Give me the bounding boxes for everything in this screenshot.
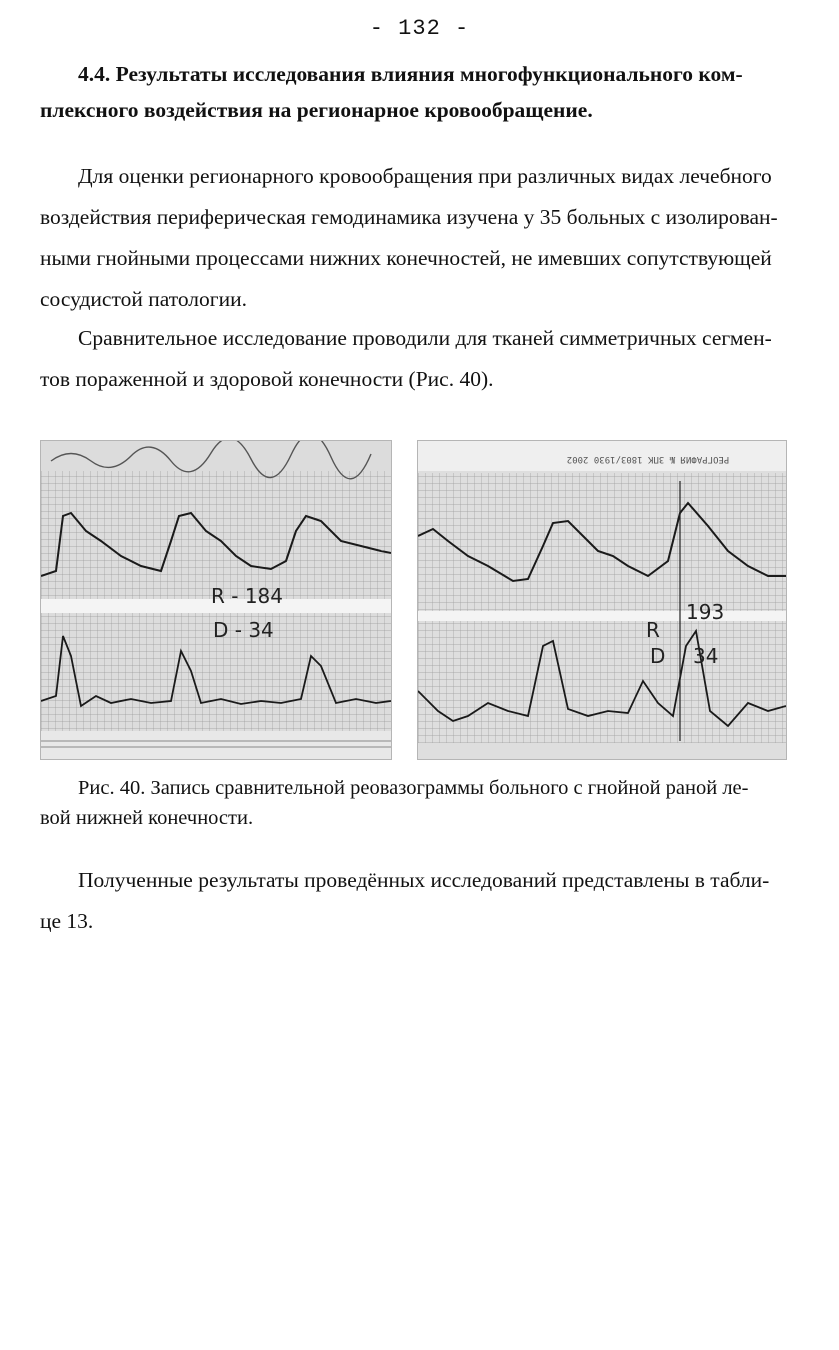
annotation-r-right: R bbox=[646, 618, 660, 642]
page-number: - 132 - bbox=[369, 16, 470, 41]
heading-line-1: 4.4. Результаты исследования влияния многофункционального ком- bbox=[78, 62, 743, 86]
paragraph-line: ными гнойными процессами нижних конечностей, не имевших сопутствующей bbox=[40, 246, 772, 270]
annotation-d-right: D bbox=[650, 644, 666, 668]
annotation-d-value-right: 34 bbox=[693, 644, 719, 668]
rheography-header-text: РЕОГРАФИЯ № 3ПК 1803/1930 2002 bbox=[566, 454, 730, 464]
figure-caption bbox=[40, 773, 800, 833]
paragraph-line: Полученные результаты проведённых исследований представлены в табли- bbox=[78, 868, 770, 892]
paragraph-line: Сравнительное исследование проводили для тканей симметричных сегмен- bbox=[78, 326, 772, 350]
paragraph-line: це 13. bbox=[40, 909, 94, 933]
caption-line: вой нижней конечности. bbox=[40, 807, 254, 829]
paragraph-line: тов пораженной и здоровой конечности (Рис. 40). bbox=[40, 367, 494, 391]
section-heading bbox=[40, 56, 800, 128]
annotation-r: R - 184 bbox=[211, 584, 284, 608]
caption-line: Рис. 40. Запись сравнительной реовазограммы больного с гнойной раной ле- bbox=[78, 777, 749, 799]
paragraph-1 bbox=[40, 156, 800, 320]
paragraph-line: воздействия периферическая гемодинамика изучена у 35 больных с изолирован- bbox=[40, 205, 778, 229]
annotation-d: D - 34 bbox=[213, 618, 274, 642]
annotation-r-value-right: 193 bbox=[686, 600, 725, 624]
paragraph-3 bbox=[40, 860, 800, 942]
paragraph-2 bbox=[40, 318, 800, 400]
heading-line-2: плексного воздействия на регионарное кровообращение. bbox=[40, 98, 593, 122]
rheogram-right-image bbox=[417, 440, 787, 760]
paragraph-line: Для оценки регионарного кровообращения при различных видах лечебного bbox=[78, 164, 772, 188]
rheogram-left-image bbox=[40, 440, 392, 760]
paragraph-line: сосудистой патологии. bbox=[40, 287, 247, 311]
